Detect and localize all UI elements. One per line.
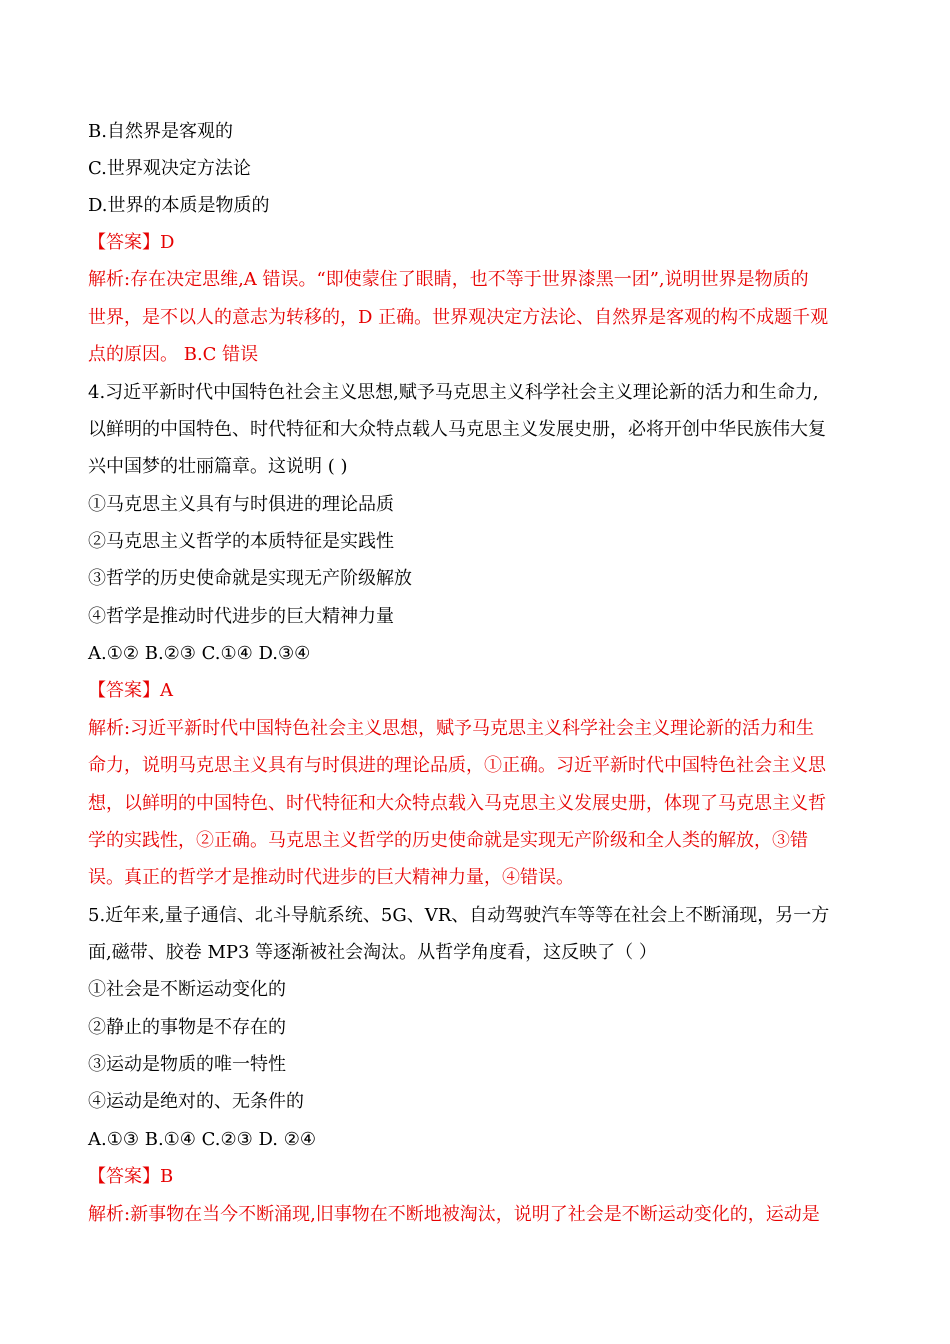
q4-stem-line-1: 4.习近平新时代中国特色社会主义思想,赋予马克思主义科学社会主义理论新的活力和生命力, bbox=[88, 382, 819, 403]
q4-item-1: ①马克思主义具有与时俱进的理论品质 bbox=[88, 494, 394, 515]
q4-options: A.①② B.②③ C.①④ D.③④ bbox=[88, 643, 311, 664]
q3-option-d: D.世界的本质是物质的 bbox=[88, 195, 270, 216]
q4-analysis-line-3: 想，以鲜明的中国特色、时代特征和大众特点载入马克思主义发展史册，体现了马克思主义哲 bbox=[88, 793, 826, 814]
q4-stem-line-3: 兴中国梦的壮丽篇章。这说明 ( ) bbox=[88, 456, 348, 477]
q4-item-2: ②马克思主义哲学的本质特征是实践性 bbox=[88, 531, 394, 552]
q3-analysis-line-1: 解析:存在决定思维,A 错误。“即使蒙住了眼睛，也不等于世界漆黑一团”,说明世界是物质的 bbox=[88, 269, 809, 290]
answer-value: B bbox=[160, 1166, 174, 1187]
q3-analysis-line-3: 点的原因。 B.C 错误 bbox=[88, 344, 259, 365]
q5-item-3: ③运动是物质的唯一特性 bbox=[88, 1054, 286, 1075]
q4-analysis-line-2: 命力，说明马克思主义具有与时俱进的理论品质，①正确。习近平新时代中国特色社会主义思 bbox=[88, 755, 826, 776]
q3-option-b: B.自然界是客观的 bbox=[88, 121, 233, 142]
q5-item-4: ④运动是绝对的、无条件的 bbox=[88, 1091, 304, 1112]
answer-label: 【答案】 bbox=[88, 680, 160, 701]
q5-item-1: ①社会是不断运动变化的 bbox=[88, 979, 286, 1000]
q4-item-4: ④哲学是推动时代进步的巨大精神力量 bbox=[88, 606, 394, 627]
q5-options: A.①③ B.①④ C.②③ D. ②④ bbox=[88, 1129, 317, 1150]
answer-value: A bbox=[160, 680, 173, 701]
answer-label: 【答案】 bbox=[88, 1166, 160, 1187]
q3-analysis-line-2: 世界，是不以人的意志为转移的，D 正确。世界观决定方法论、自然界是客观的构不成题千观 bbox=[88, 307, 829, 328]
answer-label: 【答案】 bbox=[88, 232, 160, 253]
answer-value: D bbox=[160, 232, 175, 253]
q5-answer bbox=[88, 1165, 878, 1189]
q5-stem-line-1: 5.近年来,量子通信、北斗导航系统、5G、VR、自动驾驶汽车等等在社会上不断涌现，另一方 bbox=[88, 905, 830, 926]
q4-stem-line-2: 以鲜明的中国特色、时代特征和大众特点载人马克思主义发展史册，必将开创中华民族伟大复 bbox=[88, 419, 826, 440]
q5-item-2: ②静止的事物是不存在的 bbox=[88, 1017, 286, 1038]
q5-stem-line-2: 面,磁带、胶卷 MP3 等逐渐被社会淘汰。从哲学角度看，这反映了（ ） bbox=[88, 942, 657, 963]
q4-analysis-line-1: 解析:习近平新时代中国特色社会主义思想，赋予马克思主义科学社会主义理论新的活力和生 bbox=[88, 718, 815, 739]
q4-analysis-line-4: 学的实践性，②正确。马克思主义哲学的历史使命就是实现无产阶级和全人类的解放，③错 bbox=[88, 830, 808, 851]
q4-answer bbox=[88, 679, 878, 703]
q4-analysis-line-5: 误。真正的哲学才是推动时代进步的巨大精神力量，④错误。 bbox=[88, 867, 574, 888]
q3-option-c: C.世界观决定方法论 bbox=[88, 158, 251, 179]
q4-item-3: ③哲学的历史使命就是实现无产阶级解放 bbox=[88, 568, 412, 589]
q3-answer bbox=[88, 231, 878, 255]
q5-analysis-line-1: 解析:新事物在当今不断涌现,旧事物在不断地被淘汰，说明了社会是不断运动变化的，运动是 bbox=[88, 1204, 820, 1225]
